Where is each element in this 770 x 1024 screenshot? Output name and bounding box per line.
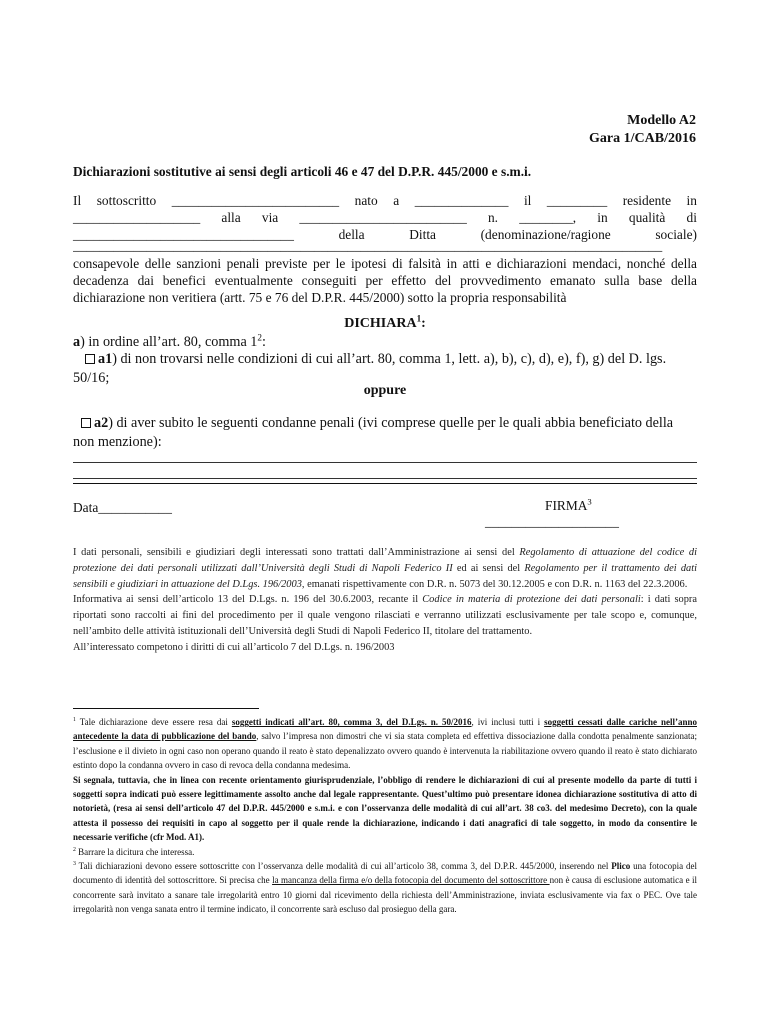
declaration-intro: consapevole delle sanzioni penali previste per le ipotesi di falsità in atti e dichiarazioni mendaci, nonché della decadenza dai benefici eventualmente conseguiti per effetto del provvedimento emanato sulla base della dichiarazione non veritiera (artt. 75 e 76 del D.P.R. 445/2000) sotto la propria responsabilità (73, 256, 697, 305)
residence-blank[interactable]: ___________________ (73, 210, 201, 225)
company-name-blank[interactable]: ________________________________________________________________________________________ (73, 238, 663, 253)
date-field[interactable]: Data___________ (73, 500, 172, 515)
dichiara-heading: DICHIARA$^1$: (344, 313, 426, 331)
document-title: Dichiarazioni sostitutive ai sensi degli articoli 46 e 47 del D.P.R. 445/2000 e s.m.i. (73, 164, 532, 179)
birthdate-blank[interactable]: _________ (546, 193, 608, 208)
oppure-label: oppure (363, 383, 407, 398)
privacy-paragraph-1: I dati personali, sensibili e giudiziari degli interessati sono trattati dall’Amministrazione ai sensi del Regolamento di attuazione del codice di protezione dei dati personali utilizzati dall’Università degli Studi di Napoli Federico II ed ai sensi del Regolamento per il trattamento dei dati sensibili e giudiziari in attuazione del D.Lgs. 196/2003, emanati rispettivamente con D.R. n. 5073 del 30.12.2005 e con D.R. n. 1163 del 22.3.2006. (73, 547, 697, 590)
role-blank[interactable]: _________________________________ (73, 227, 294, 242)
convictions-line-2[interactable] (73, 478, 697, 479)
fill-row-1[interactable]: Il sottoscritto _________________________ nato a ______________ il _________ residente in (73, 193, 697, 208)
option-a2[interactable]: a2) di aver subito le seguenti condanne penali (ivi comprese quelle per le quali abbia beneficiato della non menzione): (73, 415, 674, 450)
checkbox-a1[interactable] (85, 354, 95, 364)
footnotes (73, 715, 697, 917)
signature-line[interactable]: ____________________ (485, 514, 619, 529)
privacy-paragraph-3: All’interessato competono i diritti di cui all’articolo 7 del D.Lgs. n. 196/2003 (73, 641, 395, 653)
fill-row-2[interactable]: ___________________ alla via _________________________ n. ________, in qualità di (73, 210, 697, 225)
footnote-separator (73, 708, 259, 709)
street-number-blank[interactable]: ________, (519, 210, 577, 225)
checkbox-a2[interactable] (81, 418, 91, 428)
name-blank[interactable]: _________________________ (171, 193, 340, 208)
convictions-line-3[interactable] (73, 483, 697, 484)
footnote-1: $^1$ Tale dichiarazione deve essere resa dai soggetti indicati all’art. 80, comma 3, del D.Lgs. n. 50/2016, ivi inclusi tutti i soggetti cessati dalle cariche nell’anno antecedente la data di pubblicazione del bando, salvo l’impresa non dimostri che vi sia stata completa ed effettiva dissociazione dalla condotta penalmente sanzionata; l’esclusione e il divieto in ogni caso non operano quando il reato è stato depenalizzato ovvero quando è intervenuta la riabilitazione ovvero quando il reato è stato dichiarato estinto dopo la condanna ovvero in caso di revoca della condanna medesima. (73, 717, 697, 771)
convictions-line-1[interactable] (73, 462, 697, 463)
footnote-3: $^3$ Tali dichiarazioni devono essere sottoscritte con l’osservanza delle modalità di cui all’articolo 38, comma 3, del D.P.R. 445/2000, inserendo nel Plico una fotocopia del documento di identità del sottoscrittore. Si precisa che la mancanza della firma e/o della fotocopia del documento del sottoscrittore non è causa di esclusione automatica e il concorrente sarà invitato a sanare tale irregolarità entro 10 giorni dal ricevimento della richiesta dell’Amministrazione, inviata esclusivamente via fax o PEC. Ove tale irregolarità non venga sanata entro il termine indicato, il concorrente sarà escluso dal prosieguo della gara. (73, 861, 697, 915)
option-a1[interactable]: a1) di non trovarsi nelle condizioni di cui all’art. 80, comma 1, lett. a), b), c), d), e), f), g) del D. lgs. 50/16; (73, 351, 667, 386)
privacy-notice (73, 545, 697, 656)
signature-label: FIRMA$^3$ (545, 496, 592, 513)
street-blank[interactable]: _________________________ (299, 210, 467, 225)
footnote-1-note: Si segnala, tuttavia, che in linea con recente orientamento giurisprudenziale, l’obbligo di rendere le dichiarazioni di cui al presente modello da parte di tutti i soggetti sopra indicati può essere legittimamente assolto anche dal legale rappresentante. Quest’ultimo può presentare idonea dichiarazione sostitutiva di atto di notorietà, (resa ai sensi dell’articolo 47 del D.P.R. 445/2000 e s.m.i. e con l’osservanza delle modalità di cui all’art. 38 co3. del medesimo Decreto), con la quale attesta il possesso dei requisiti in capo al soggetto per il quale rende la dichiarazione, indicando i dati anagrafici di tale soggetto, in modo da consentire le necessarie verifiche (cfr Mod. A1). (73, 774, 697, 843)
privacy-paragraph-2: Informativa ai sensi dell’articolo 13 del D.Lgs. n. 196 del 30.6.2003, recante il Codice in materia di protezione dei dati personali: i dati sopra riportati sono raccolti ai fini del procedimento per il quale vengono rilasciati e verranno utilizzati esclusivamente per tale scopo e, comunque, nell’ambito delle attività istituzionali dell’Università degli Studi di Napoli Federico II, titolare del trattamento. (73, 594, 697, 637)
section-a: a) in ordine all’art. 80, comma $1^2$: (73, 332, 266, 350)
gara-label: Gara 1/CAB/2016 (589, 131, 696, 146)
document-header (589, 112, 696, 148)
footnote-2: $^2$ Barrare la dicitura che interessa. (73, 846, 195, 857)
birthplace-blank[interactable]: ______________ (414, 193, 509, 208)
fill-row-3[interactable]: _________________________________ della Ditta (denominazione/ragione sociale) (73, 227, 697, 242)
model-label: Modello A2 (627, 113, 696, 128)
